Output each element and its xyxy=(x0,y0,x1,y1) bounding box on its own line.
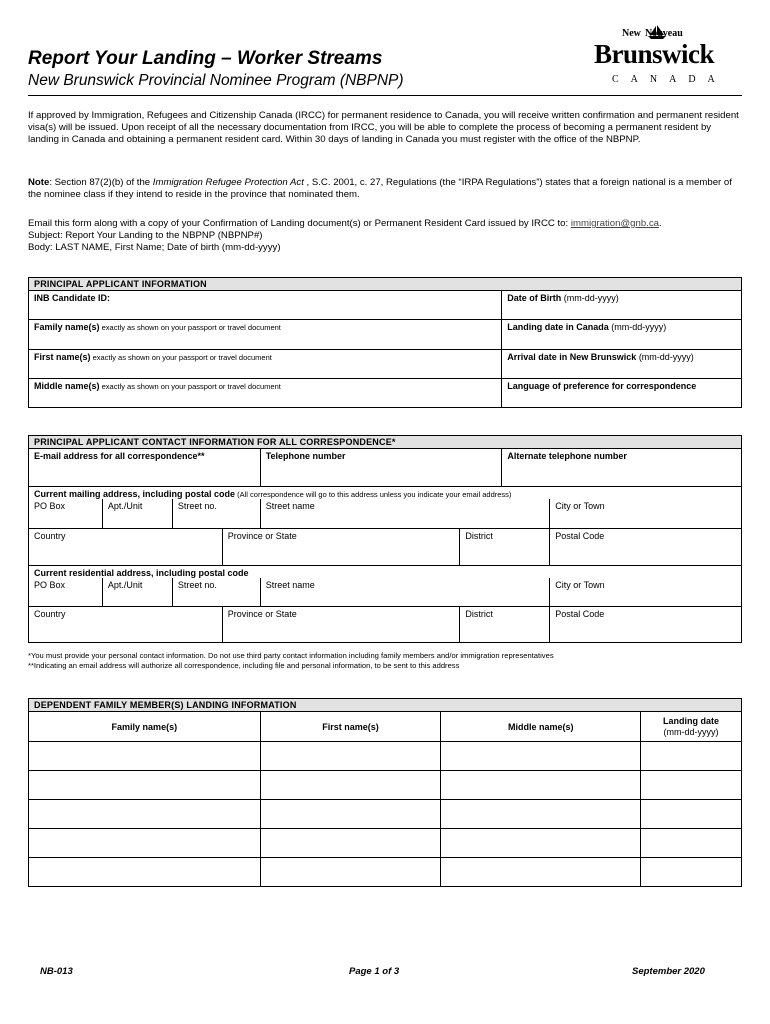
table-row xyxy=(29,742,742,771)
intro-paragraph: If approved by Immigration, Refugees and Citizenship Canada (IRCC) for permanent residence to Canada, you will receive written confirmation and permanent resident visa(s) will be issued. Upon receipt of all the necessary documentation from IRCC, you will be able to complete the process of becoming a permanent resident by landing in Canada and obtaining a permanent resident card. Within 30 days of landing in Canada you must register with the office of the NBPNP. xyxy=(28,110,739,145)
mailing-city[interactable] xyxy=(550,499,742,528)
footnote-2: **Indicating an email address will authorize all correspondence, including file and personal information, to be sent to this address xyxy=(28,661,460,670)
landing-date-label: Landing date in Canada xyxy=(507,322,609,332)
mailing-street-no[interactable] xyxy=(172,499,260,528)
page-number: Page 1 of 3 xyxy=(349,966,400,977)
first-name-field[interactable] xyxy=(29,350,502,379)
email-instructions xyxy=(28,218,742,254)
residential-po-box[interactable] xyxy=(29,578,103,607)
note-act: Immigration Refugee Protection Act xyxy=(152,177,304,188)
dep-cell[interactable] xyxy=(260,742,441,771)
dep-cell[interactable] xyxy=(29,858,261,887)
alt-telephone-field[interactable] xyxy=(502,449,742,487)
form-date: September 2020 xyxy=(632,966,705,977)
residential-district[interactable] xyxy=(460,607,550,643)
family-name-field[interactable] xyxy=(29,320,502,350)
form-title: Report Your Landing – Worker Streams xyxy=(28,48,383,69)
mailing-po-box[interactable] xyxy=(29,499,103,528)
dep-cell[interactable] xyxy=(441,742,641,771)
email-line-end: . xyxy=(658,218,662,229)
logo-canada: CANADA xyxy=(612,74,727,85)
mailing-postal[interactable] xyxy=(550,528,742,565)
new-brunswick-logo xyxy=(588,24,738,90)
residential-city[interactable] xyxy=(550,578,742,607)
residential-district-label: District xyxy=(465,609,493,619)
table-row xyxy=(29,829,742,858)
body-line: Body: LAST NAME, First Name; Date of birth (mm-dd-yyyy) xyxy=(28,242,281,253)
family-name-note: exactly as shown on your passport or travel document xyxy=(99,323,281,332)
col-landing-date-label: Landing date xyxy=(663,715,720,726)
logo-new: New xyxy=(622,28,641,39)
mailing-apt-label: Apt./Unit xyxy=(107,501,143,511)
telephone-label: Telephone number xyxy=(265,451,346,461)
logo-nouveau: Nouveau xyxy=(645,28,683,39)
dep-cell[interactable] xyxy=(29,771,261,800)
mailing-district[interactable] xyxy=(460,528,550,565)
dep-cell[interactable] xyxy=(260,771,441,800)
table-row xyxy=(29,771,742,800)
dep-cell[interactable] xyxy=(29,800,261,829)
principal-applicant-table xyxy=(28,277,742,408)
dep-cell[interactable] xyxy=(260,858,441,887)
mailing-province[interactable] xyxy=(222,528,460,565)
middle-name-label: Middle name(s) xyxy=(34,381,100,391)
residential-street-name-label: Street name xyxy=(265,579,315,590)
telephone-field[interactable] xyxy=(260,449,502,487)
email-line: Email this form along with a copy of your Confirmation of Landing document(s) or Permanent Resident Card issued by IRCC to: xyxy=(28,218,571,229)
form-subtitle: New Brunswick Provincial Nominee Program (NBPNP) xyxy=(28,72,404,89)
residential-province-label: Province or State xyxy=(227,609,297,619)
email-field[interactable] xyxy=(29,449,261,487)
dep-cell[interactable] xyxy=(441,800,641,829)
col-landing-date-format: (mm-dd-yyyy) xyxy=(663,726,719,737)
contact-section-heading: PRINCIPAL APPLICANT CONTACT INFORMATION FOR ALL CORRESPONDENCE* xyxy=(29,436,742,449)
mailing-district-label: District xyxy=(465,530,493,541)
date-of-birth-field[interactable] xyxy=(502,291,742,320)
dep-cell[interactable] xyxy=(641,858,742,887)
residential-country-label: Country xyxy=(34,609,66,619)
residential-street-no-label: Street no. xyxy=(177,579,217,590)
table-row xyxy=(29,800,742,829)
residential-postal-label: Postal Code xyxy=(555,609,605,619)
language-label: Language of preference for correspondence xyxy=(507,381,697,391)
residential-province[interactable] xyxy=(222,607,460,643)
note-paragraph xyxy=(28,177,742,201)
form-number: NB-013 xyxy=(40,966,73,977)
col-middle-name: Middle name(s) xyxy=(441,712,641,742)
residential-address-heading xyxy=(29,565,742,578)
dob-format: (mm-dd-yyyy) xyxy=(561,293,619,303)
landing-date-format: (mm-dd-yyyy) xyxy=(608,322,667,332)
dep-cell[interactable] xyxy=(29,829,261,858)
residential-postal[interactable] xyxy=(550,607,742,643)
mailing-postal-label: Postal Code xyxy=(555,530,605,541)
residential-city-label: City or Town xyxy=(555,579,605,590)
dob-label: Date of Birth xyxy=(507,293,562,303)
logo-brunswick: Brunswick xyxy=(594,39,715,69)
mailing-city-label: City or Town xyxy=(555,501,605,511)
dep-cell[interactable] xyxy=(641,829,742,858)
footnote-1: *You must provide your personal contact information. Do not use third party contact information including family members and/or immigration representatives xyxy=(28,651,554,660)
mailing-label: Current mailing address, including postal code xyxy=(34,489,236,499)
alt-telephone-label: Alternate telephone number xyxy=(507,451,627,461)
dep-cell[interactable] xyxy=(641,800,742,829)
residential-apt-label: Apt./Unit xyxy=(107,579,143,590)
dep-cell[interactable] xyxy=(441,858,641,887)
mailing-province-label: Province or State xyxy=(227,530,297,541)
contact-info-table xyxy=(28,435,742,643)
dep-cell[interactable] xyxy=(641,771,742,800)
dep-cell[interactable] xyxy=(29,742,261,771)
mailing-po-box-label: PO Box xyxy=(34,501,66,511)
dependents-section-heading: DEPENDENT FAMILY MEMBER(S) LANDING INFORMATION xyxy=(29,699,742,712)
note-text-a: : Section 87(2)(b) of the xyxy=(49,177,153,188)
mailing-country-label: Country xyxy=(34,530,66,541)
dep-cell[interactable] xyxy=(260,800,441,829)
principal-section-heading: PRINCIPAL APPLICANT INFORMATION xyxy=(29,278,742,291)
col-landing-date xyxy=(641,712,742,742)
mailing-apt[interactable] xyxy=(102,499,172,528)
inb-id-label: INB Candidate ID: xyxy=(34,293,111,303)
mailing-country[interactable] xyxy=(29,528,223,565)
email-label: E-mail address for all correspondence** xyxy=(34,451,205,461)
family-name-label: Family name(s) xyxy=(34,322,100,332)
residential-street-no[interactable] xyxy=(172,578,260,607)
dep-cell[interactable] xyxy=(641,742,742,771)
dep-cell[interactable] xyxy=(260,829,441,858)
residential-country[interactable] xyxy=(29,607,223,643)
col-family-name: Family name(s) xyxy=(29,712,261,742)
mailing-street-name-label: Street name xyxy=(265,501,315,511)
residential-po-box-label: PO Box xyxy=(34,579,66,590)
landing-date-field[interactable] xyxy=(502,320,742,350)
inb-candidate-id-field[interactable] xyxy=(29,291,502,320)
dep-cell[interactable] xyxy=(441,829,641,858)
arrival-date-field[interactable] xyxy=(502,350,742,379)
residential-label: Current residential address, including postal code xyxy=(34,567,249,578)
dep-cell[interactable] xyxy=(441,771,641,800)
header-divider xyxy=(28,95,742,96)
middle-name-field[interactable] xyxy=(29,379,502,408)
middle-name-note: exactly as shown on your passport or travel document xyxy=(99,382,281,391)
note-text-b: , S.C. 2001, c. 27, Regulations (the “IRPA Regulations”) states that a foreign national is a member of the nominee class if they intend to reside in the province that nominated them. xyxy=(28,177,732,200)
first-name-label: First name(s) xyxy=(34,352,91,362)
mailing-address-heading xyxy=(29,487,742,500)
language-preference-field[interactable] xyxy=(502,379,742,408)
col-first-name: First name(s) xyxy=(260,712,441,742)
email-link[interactable]: immigration@gnb.ca xyxy=(570,218,659,229)
residential-street-name[interactable] xyxy=(260,578,550,607)
note-label: Note xyxy=(28,177,50,188)
contact-footnotes xyxy=(28,651,742,671)
mailing-note: (All correspondence will go to this address unless you indicate your email address) xyxy=(235,490,512,499)
residential-apt[interactable] xyxy=(102,578,172,607)
mailing-street-name[interactable] xyxy=(260,499,550,528)
mailing-street-no-label: Street no. xyxy=(177,501,217,511)
logo-bilingual-line xyxy=(622,28,683,39)
dependents-table xyxy=(28,698,742,887)
arrival-date-format: (mm-dd-yyyy) xyxy=(636,352,694,362)
table-row xyxy=(29,858,742,887)
arrival-date-label: Arrival date in New Brunswick xyxy=(507,352,637,362)
first-name-note: exactly as shown on your passport or travel document xyxy=(90,353,272,362)
subject-line: Subject: Report Your Landing to the NBPNP (NBPNP#) xyxy=(28,230,263,241)
